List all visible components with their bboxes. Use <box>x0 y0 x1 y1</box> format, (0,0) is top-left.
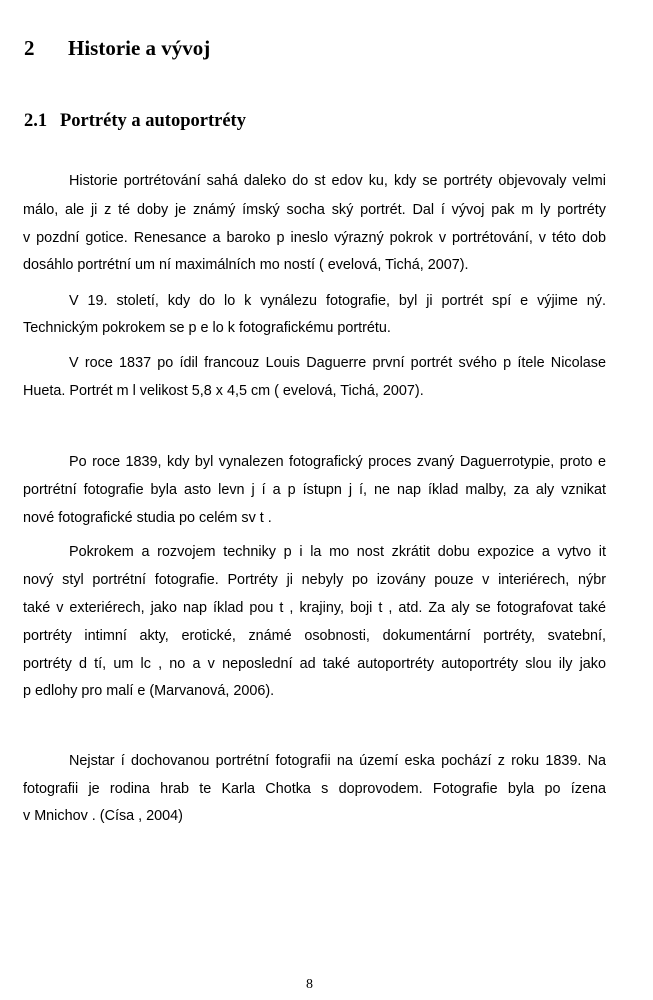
paragraph-5-line-1: Pokrokem a rozvojem techniky p i la mo nost zkrátit dobu expozice a vytvo it <box>69 544 606 560</box>
paragraph-1-line-2: málo, ale ji z té doby je známý ímský socha ský portrét. Dal í vývoj pak m ly portréty <box>23 202 606 218</box>
page-number: 8 <box>306 977 313 992</box>
paragraph-4-line-1: Po roce 1839, kdy byl vynalezen fotografický proces zvaný Daguerrotypie, proto e <box>69 454 606 470</box>
chapter-title: Historie a vývoj <box>68 36 211 60</box>
paragraph-3-line-2: Hueta. Portrét m l velikost 5,8 x 4,5 cm ( evelová, Tichá, 2007). <box>23 383 424 399</box>
chapter-heading <box>24 36 210 61</box>
paragraph-4-line-2: portrétní fotografie byla asto levn j í a p ístupn j í, ne nap íklad malby, za aly vznikat <box>23 482 606 498</box>
paragraph-5-line-3: také v exteriérech, jako nap íklad pou t , krajiny, boji t , atd. Za aly se fotografovat také <box>23 600 606 616</box>
chapter-number: 2 <box>24 36 35 60</box>
paragraph-1-line-3: v pozdní gotice. Renesance a baroko p ineslo výrazný pokrok v portrétování, v této dob <box>23 230 606 246</box>
section-title: Portréty a autoportréty <box>60 111 246 131</box>
paragraph-6-line-2: fotografii je rodina hrab te Karla Chotka s doprovodem. Fotografie byla po ízena <box>23 781 606 797</box>
paragraph-6-line-1: Nejstar í dochovanou portrétní fotografii na území eska pochází z roku 1839. Na <box>69 753 606 769</box>
paragraph-2-line-2: Technickým pokrokem se p e lo k fotografickému portrétu. <box>23 320 391 336</box>
paragraph-5-line-5: portréty d tí, um lc , no a v neposlední ad také autoportréty autoportréty slou ily jako <box>23 656 606 672</box>
paragraph-6-line-3: v Mnichov . (Císa , 2004) <box>23 808 183 824</box>
paragraph-5-line-2: nový styl portrétní fotografie. Portréty ji nebyly po izovány pouze v interiérech, nýbr <box>23 572 606 588</box>
section-number: 2.1 <box>24 111 48 131</box>
paragraph-2-line-1: V 19. století, kdy do lo k vynálezu fotografie, byl ji portrét spí e výjime ný. <box>69 293 606 309</box>
paragraph-3-line-1: V roce 1837 po ídil francouz Louis Daguerre první portrét svého p ítele Nicolase <box>69 355 606 371</box>
paragraph-5-line-4: portréty intimní akty, erotické, známé osobnosti, dokumentární portréty, svatební, <box>23 628 606 644</box>
paragraph-1-line-4: dosáhlo portrétní um ní maximálních mo ností ( evelová, Tichá, 2007). <box>23 257 469 273</box>
paragraph-4-line-3: nové fotografické studia po celém sv t . <box>23 510 272 526</box>
paragraph-5-line-6: p edlohy pro malí e (Marvanová, 2006). <box>23 683 275 699</box>
section-heading <box>24 111 246 132</box>
paragraph-1-line-1: Historie portrétování sahá daleko do st edov ku, kdy se portréty objevovaly velmi <box>69 173 606 189</box>
